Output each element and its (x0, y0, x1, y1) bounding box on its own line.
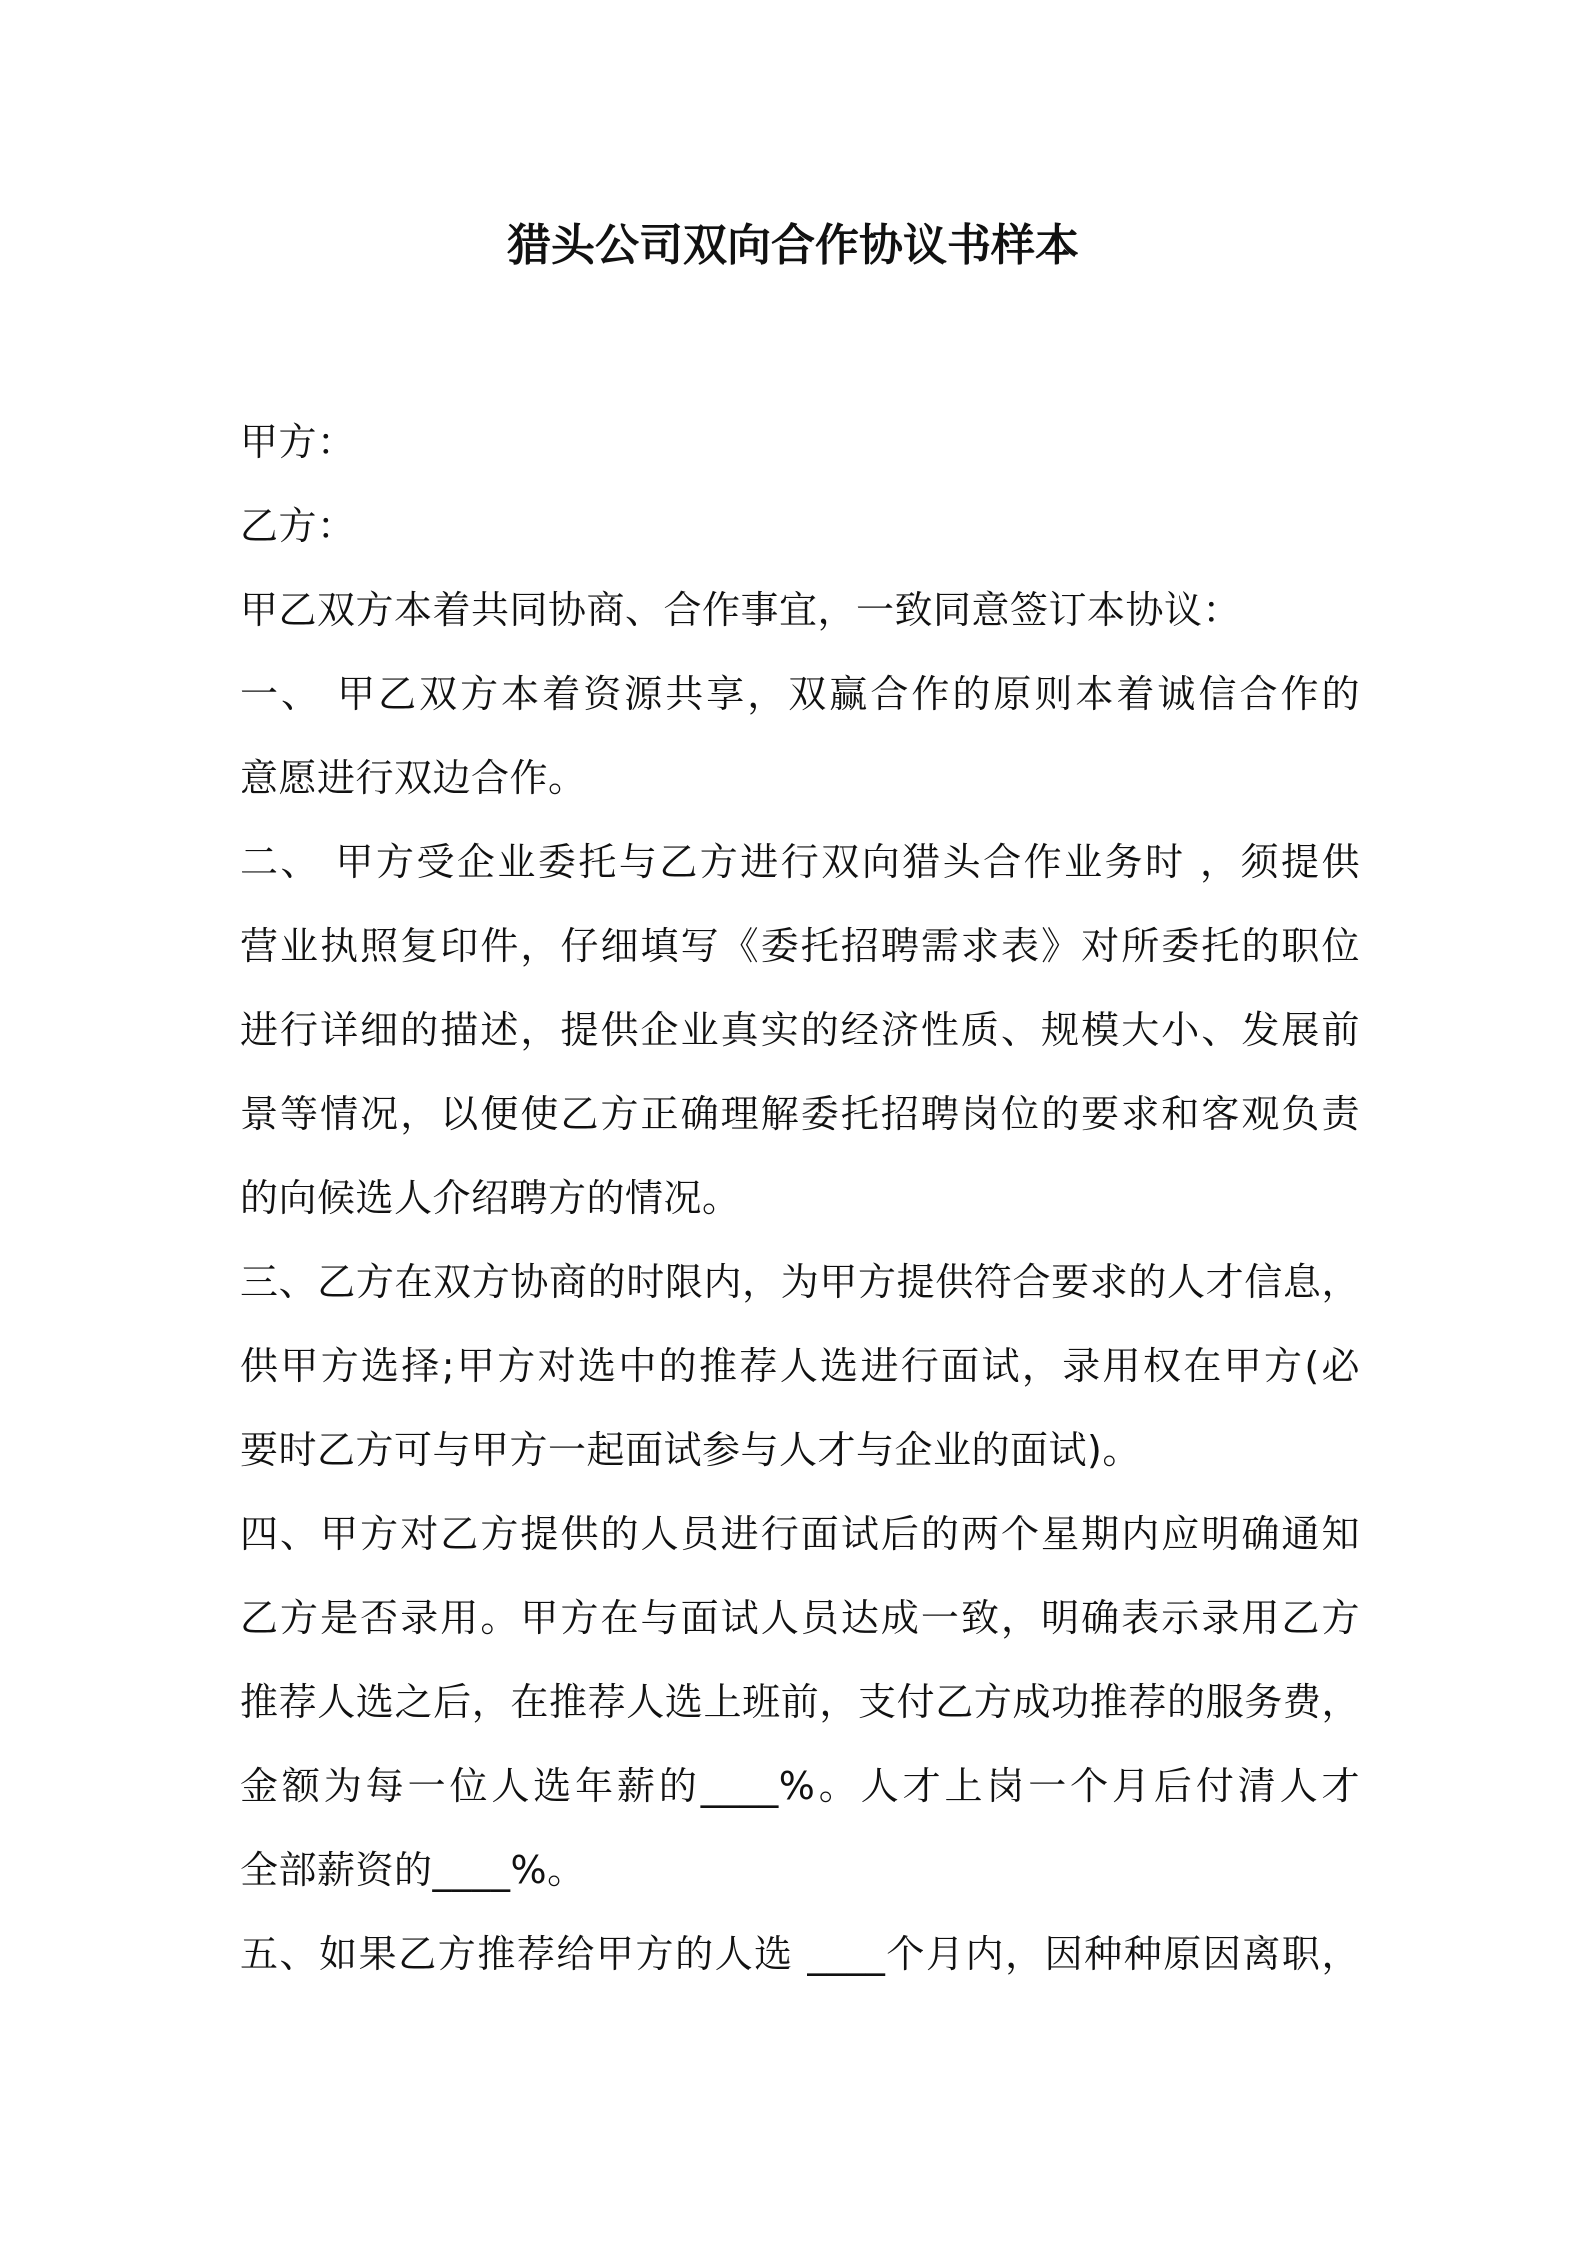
party-b-label: 乙方： (240, 504, 356, 548)
clause-2-line-2: 营业执照复印件，仔细填写《委托招聘需求表》对所委托的职位 (240, 924, 1360, 968)
clause-3-line-3: 要时乙方可与甲方一起面试参与人才与企业的面试)。 (240, 1428, 1141, 1472)
clause-2-line-3: 进行详细的描述，提供企业真实的经济性质、规模大小、发展前 (240, 1008, 1360, 1052)
clause-4-line-5: 全部薪资的____%。 (240, 1848, 586, 1892)
clause-4-line-2: 乙方是否录用。甲方在与面试人员达成一致，明确表示录用乙方 (240, 1596, 1360, 1640)
clause-2-line-1: 二、 甲方受企业委托与乙方进行双向猎头合作业务时 ，须提供 (240, 840, 1360, 884)
document-body (240, 400, 1360, 1996)
clause-4-line-4: 金额为每一位人选年薪的____%。人才上岗一个月后付清人才 (240, 1764, 1360, 1808)
clause-4-line-3: 推荐人选之后，在推荐人选上班前，支付乙方成功推荐的服务费， (240, 1680, 1360, 1724)
document-title: 猎头公司双向合作协议书样本 (507, 220, 1079, 271)
clause-2-line-4: 景等情况，以便使乙方正确理解委托招聘岗位的要求和客观负责 (240, 1092, 1360, 1136)
clause-3-line-1: 三、乙方在双方协商的时限内，为甲方提供符合要求的人才信息， (240, 1260, 1360, 1304)
clause-1-line-2: 意愿进行双边合作。 (240, 756, 587, 800)
clause-4-line-1: 四、甲方对乙方提供的人员进行面试后的两个星期内应明确通知 (240, 1512, 1360, 1556)
clause-5-line-1: 五、如果乙方推荐给甲方的人选 ____个月内，因种种原因离职， (240, 1932, 1360, 1976)
party-a-label: 甲方： (240, 420, 356, 464)
clause-3-line-2: 供甲方选择;甲方对选中的推荐人选进行面试，录用权在甲方(必 (240, 1344, 1360, 1388)
clause-1-line-1: 一、 甲乙双方本着资源共享，双赢合作的原则本着诚信合作的 (240, 672, 1360, 716)
clause-2-line-5: 的向候选人介绍聘方的情况。 (240, 1176, 741, 1220)
preamble-line: 甲乙双方本着共同协商、合作事宜，一致同意签订本协议： (240, 588, 1242, 632)
